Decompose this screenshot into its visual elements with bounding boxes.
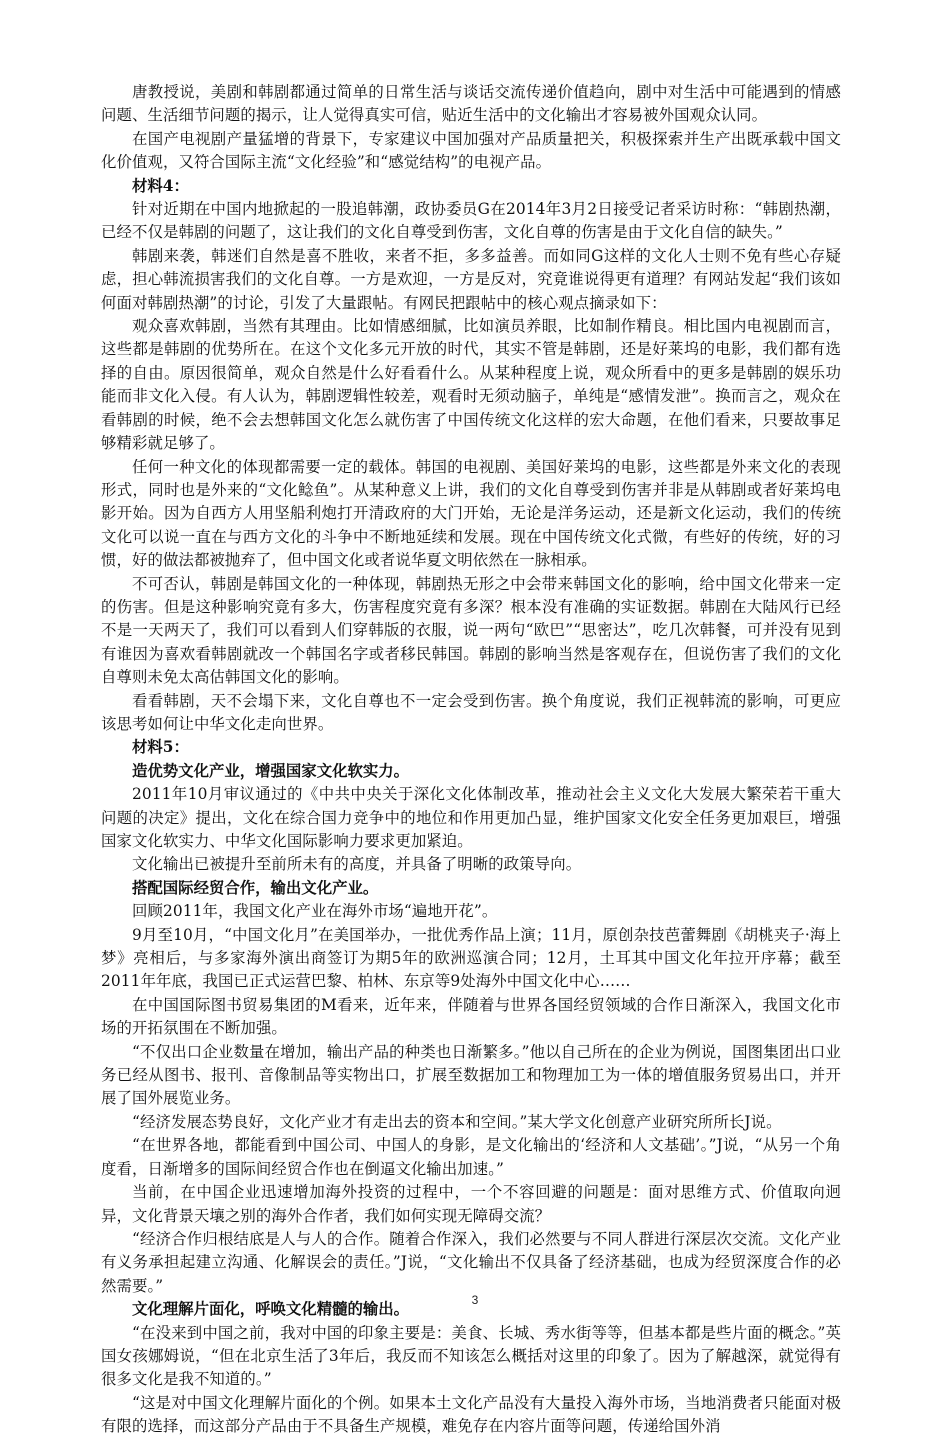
paragraph: 韩剧来袭，韩迷们自然是喜不胜收，来者不拒，多多益善。而如同G这样的文化人士则不免有些心存疑虑，担心韩流损害我们的文化自尊。一方是欢迎，一方是反对，究竟谁说得更有道理？有网站发起“我们该如何面对韩剧热潮”的讨论，引发了大量跟帖。有网民把跟帖中的核心观点摘录如下： — [101, 246, 841, 312]
paragraph: 任何一种文化的体现都需要一定的载体。韩国的电视剧、美国好莱坞的电影，这些都是外来文化的表现形式，同时也是外来的“文化鲶鱼”。从某种意义上讲，我们的文化自尊受到伤害并非是从韩剧或者好莱坞电影开始。因为自西方人用坚船利炮打开清政府的大门开始，无论是洋务运动，还是新文化运动，我们的传统文化可以说一直在与西方文化的斗争中不断地延续和发展。现在中国传统文化式微，有些好的传统，好的习惯，好的做法都被抛弃了，但中国文化或者说华夏文明依然在一脉相承。 — [101, 457, 841, 570]
page-number: 3 — [471, 1293, 479, 1307]
paragraph: “经济合作归根结底是人与人的合作。随着合作深入，我们必然要与不同人群进行深层次交流。文化产业有义务承担起建立沟通、化解误会的责任。”J说，“文化输出不仅具备了经济基础，也成为经贸深度合作的必然需要。” — [101, 1229, 841, 1295]
paragraph: 当前，在中国企业迅速增加海外投资的过程中，一个不容回避的问题是：面对思维方式、价值取向迥异，文化背景天壤之别的海外合作者，我们如何实现无障碍交流？ — [101, 1183, 841, 1225]
paragraph: 不可否认，韩剧是韩国文化的一种体现，韩剧热无形之中会带来韩国文化的影响，给中国文化带来一定的伤害。但是这种影响究竟有多大，伤害程度究竟有多深？根本没有准确的实证数据。韩剧在大陆风行已经不是一天两天了，我们可以看到人们穿韩版的衣服，说一两句“欧巴”“思密达”，吃几次韩餐，可并没有见到有谁因为喜欢看韩剧就改一个韩国名字或者移民韩国。韩剧的影响当然是客观存在，但说伤害了我们的文化自尊则未免太高估韩国文化的影响。 — [101, 574, 841, 687]
section-heading: 材料4： — [132, 176, 189, 195]
paragraph: 2011年10月审议通过的《中共中央关于深化文化体制改革，推动社会主义文化大发展大繁荣若干重大问题的决定》提出，文化在综合国力竞争中的地位和作用更加凸显，维护国家文化安全任务更加艰巨，增强国家文化软实力、中华文化国际影响力要求更加紧迫。 — [101, 785, 841, 850]
paragraph: 在国产电视剧产量猛增的背景下，专家建议中国加强对产品质量把关，积极探索并生产出既承载中国文化价值观，又符合国际主流“文化经验”和“感觉结构”的电视产品。 — [101, 129, 841, 172]
paragraph: 文化输出已被提升至前所未有的高度，并具备了明晰的政策导向。 — [132, 855, 582, 874]
paragraph: “在世界各地，都能看到中国公司、中国人的身影，是文化输出的‘经济和人文基础’。”J说，“从另一个角度看，日渐增多的国际间经贸合作也在倒逼文化输出加速。” — [101, 1136, 841, 1178]
section-heading: 造优势文化产业，增强国家文化软实力。 — [132, 761, 410, 780]
paragraph: 唐教授说，美剧和韩剧都通过简单的日常生活与谈话交流传递价值趋向，剧中对生活中可能遇到的情感问题、生活细节问题的揭示，让人觉得真实可信，贴近生活中的文化输出才容易被外国观众认同。 — [101, 83, 841, 125]
paragraph: “不仅出口企业数量在增加，输出产品的种类也日渐繁多。”他以自己所在的企业为例说，国图集团出口业务已经从图书、报刊、音像制品等实物出口，扩展至数据加工和物理加工为一体的增值服务贸易出口，并开展了国外展览业务。 — [101, 1042, 841, 1108]
paragraph: 回顾2011年，我国文化产业在海外市场“遍地开花”。 — [132, 902, 498, 921]
paragraph: “经济发展态势良好，文化产业才有走出去的资本和空间。”某大学文化创意产业研究所所长J说。 — [132, 1112, 782, 1131]
paragraph: 9月至10月，“中国文化月”在美国举办，一批优秀作品上演；11月，原创杂技芭蕾舞剧《胡桃夹子·海上梦》亮相后，与多家海外演出商签订为期5年的欧洲巡演合同；12月，土耳其中国文化年拉开序幕；截至2011年年底，我国已正式运营巴黎、柏林、东京等9处海外中国文化中心…… — [101, 925, 841, 991]
section-heading: 文化理解片面化，呼唤文化精髓的输出。 — [132, 1300, 410, 1319]
paragraph: 看看韩剧，天不会塌下来，文化自尊也不一定会受到伤害。换个角度说，我们正视韩流的影响，可更应该思考如何让中华文化走向世界。 — [101, 691, 841, 733]
document-body — [101, 81, 841, 1439]
paragraph: 在中国国际图书贸易集团的M看来，近年来，伴随着与世界各国经贸领域的合作日渐深入，我国文化市场的开拓氛围在不断加强。 — [101, 995, 841, 1038]
paragraph: “这是对中国文化理解片面化的个例。如果本土文化产品没有大量投入海外市场，当地消费者只能面对极有限的选择，而这部分产品由于不具备生产规模，难免存在内容片面等问题，传递给国外消 — [101, 1393, 841, 1436]
paragraph: 观众喜欢韩剧，当然有其理由。比如情感细腻，比如演员养眼，比如制作精良。相比国内电视剧而言，这些都是韩剧的优势所在。在这个文化多元开放的时代，其实不管是韩剧，还是好莱坞的电影，我们都有选择的自由。原因很简单，观众自然是什么好看看什么。从某种程度上说，观众所看中的更多是韩剧的娱乐功能而非文化入侵。有人认为，韩剧逻辑性较差，观看时无须动脑子，单纯是“感情发泄”。换而言之，观众在看韩剧的时候，绝不会去想韩国文化怎么就伤害了中国传统文化这样的宏大命题，在他们看来，只要故事足够精彩就足够了。 — [101, 317, 841, 453]
section-heading: 材料5： — [132, 738, 189, 757]
section-heading: 搭配国际经贸合作，输出文化产业。 — [132, 878, 379, 897]
paragraph: “在没来到中国之前，我对中国的印象主要是：美食、长城、秀水街等等，但基本都是些片面的概念。”英国女孩娜姆说，“但在北京生活了3年后，我反而不知该怎么概括对这里的印象了。因为了解越深，就觉得有很多文化是我不知道的。” — [101, 1323, 841, 1389]
paragraph: 针对近期在中国内地掀起的一股追韩潮，政协委员G在2014年3月2日接受记者采访时称：“韩剧热潮，已经不仅是韩剧的问题了，这让我们的文化自尊受到伤害，文化自尊的伤害是由于文化自信的缺失。” — [101, 200, 841, 242]
